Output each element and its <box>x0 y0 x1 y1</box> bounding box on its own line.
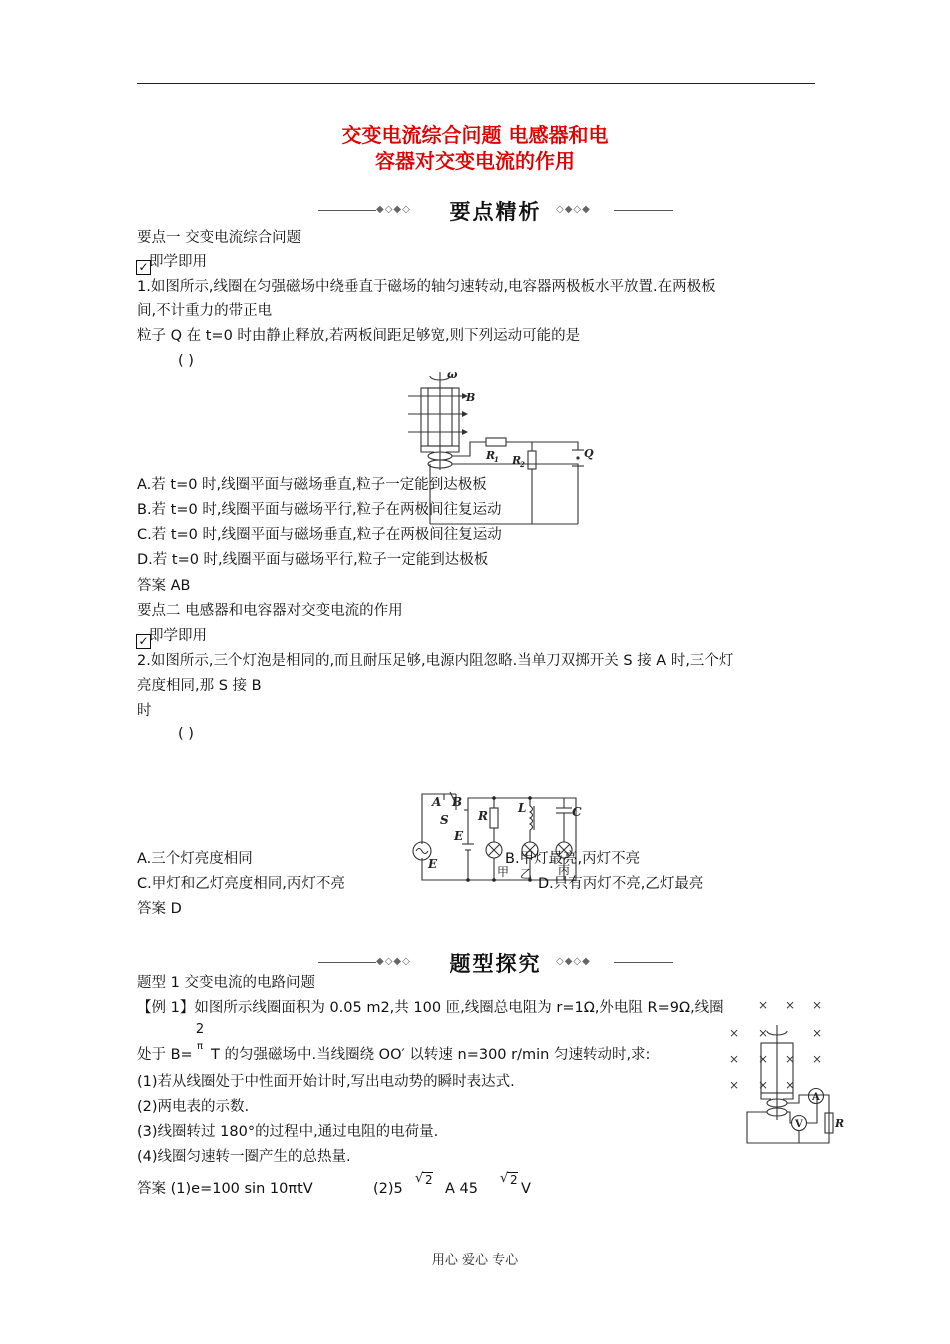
sqrt-1-radicand: 2 <box>425 1173 433 1187</box>
section-banner-2: ◆◇◆◇ 题型探究 ◇◆◇◆ <box>318 948 673 978</box>
q2-paren: ( ) <box>178 726 194 742</box>
q2-option-c: C.甲灯和乙灯亮度相同,丙灯不亮 <box>137 876 345 892</box>
cross-mark: × <box>758 1026 769 1040</box>
q2-option-b: B.甲灯最亮,丙灯不亮 <box>505 851 641 867</box>
example-item-3: (3)线圈转过 180°的过程中,通过电阻的电荷量. <box>137 1124 439 1140</box>
lamp-jia-label: 甲 <box>497 865 510 879</box>
example-answer-part1: 答案 (1)e=100 sin 10πtV <box>137 1181 313 1197</box>
cross-mark: × <box>812 998 823 1012</box>
checkbox-icon: ✓ <box>136 634 151 649</box>
cross-mark: × <box>729 1078 740 1092</box>
r2-label: R <box>512 454 522 467</box>
banner-2-label: 题型探究 <box>449 952 542 976</box>
r2-subscript: 2 <box>520 460 525 469</box>
lamp-bing-label: 丙 <box>558 863 571 877</box>
cross-mark: × <box>812 1026 823 1040</box>
voltmeter-v-label: V <box>795 1119 803 1130</box>
sqrt-1 <box>422 1172 433 1187</box>
cross-mark: × <box>758 1078 769 1092</box>
example-answer-part2c: V <box>521 1181 531 1197</box>
cross-mark: × <box>785 1052 796 1066</box>
q2-line1: 2.如图所示,三个灯泡是相同的,而且耐压足够,电源内阻忽略.当单刀双掷开关 S 接 A 时,三个灯 <box>137 653 734 669</box>
charge-q-label: Q <box>584 447 594 460</box>
section1-tag: 即学即用 <box>149 254 207 270</box>
cross-mark: × <box>785 1078 796 1092</box>
section2-heading: 要点二 电感器和电容器对交变电流的作用 <box>137 603 403 619</box>
cross-mark: × <box>785 998 796 1012</box>
q1-paren: ( ) <box>178 353 194 369</box>
example-line1: 【例 1】如图所示线圈面积为 0.05 m2,共 100 匝,线圈总电阻为 r=1Ω,外电阻 R=9Ω,线圈 <box>137 1000 724 1016</box>
page-title-line2: 容器对交变电流的作用 <box>375 149 575 173</box>
inductor-l-label: L <box>518 801 527 815</box>
banner-1-label: 要点精析 <box>449 200 542 224</box>
switch-b-label: B <box>452 795 463 809</box>
sqrt-2-icon: √ <box>500 1171 509 1186</box>
sqrt-1-icon: √ <box>415 1171 424 1186</box>
section1-heading: 要点一 交变电流综合问题 <box>137 230 302 246</box>
q1-line2: 间,不计重力的带正电 <box>137 303 273 319</box>
checkbox-icon: ✓ <box>136 260 151 275</box>
example-item-4: (4)线圈匀速转一圈产生的总热量. <box>137 1149 351 1165</box>
section-banner-1: ◆◇◆◇ 要点精析 ◇◆◇◆ <box>318 196 673 226</box>
cross-mark: × <box>812 1052 823 1066</box>
example-item-1: (1)若从线圈处于中性面开始计时,写出电动势的瞬时表达式. <box>137 1074 515 1090</box>
lamp-yi-label: 乙 <box>520 867 533 881</box>
q1-option-b: B.若 t=0 时,线圈平面与磁场平行,粒子在两极间往复运动 <box>137 502 502 518</box>
q1-option-a: A.若 t=0 时,线圈平面与磁场垂直,粒子一定能到达极板 <box>137 477 487 493</box>
example-answer-part2b: A 45 <box>445 1181 478 1197</box>
ac-e-label: E <box>428 857 438 871</box>
ammeter-a-label: A <box>812 1092 820 1103</box>
q2-option-a: A.三个灯亮度相同 <box>137 851 253 867</box>
q2-answer: 答案 D <box>137 901 182 917</box>
cross-mark: × <box>729 1026 740 1040</box>
q2-option-d: D.只有丙灯不亮,乙灯最亮 <box>538 876 704 892</box>
top-rule <box>137 83 815 84</box>
q1-option-c: C.若 t=0 时,线圈平面与磁场垂直,粒子在两极间往复运动 <box>137 527 502 543</box>
sqrt-2-radicand: 2 <box>510 1173 518 1187</box>
q2-line2: 亮度相同,那 S 接 B <box>137 678 262 694</box>
fraction <box>194 1022 206 1055</box>
page-footer: 用心 爱心 专心 <box>431 1253 519 1268</box>
example-line2-prefix: 处于 B= <box>137 1047 193 1063</box>
dc-e-label: E <box>454 829 464 843</box>
section3-heading: 题型 1 交变电流的电路问题 <box>137 975 315 991</box>
fraction-numerator: 2 <box>195 1022 205 1037</box>
q1-answer: 答案 AB <box>137 578 191 594</box>
fraction-denominator: π <box>194 1038 206 1055</box>
q1-line1: 1.如图所示,线圈在匀强磁场中绕垂直于磁场的轴匀速转动,电容器两极板水平放置.在两极板 <box>137 279 716 295</box>
cross-mark: × <box>729 1052 740 1066</box>
cross-mark: × <box>758 1052 769 1066</box>
coil-meters-figure <box>725 995 855 1147</box>
capacitor-c-label: C <box>572 805 582 819</box>
r1-subscript: 1 <box>494 455 499 464</box>
cross-mark: × <box>758 998 769 1012</box>
omega-label: ω <box>447 368 458 381</box>
switch-s-label: S <box>440 813 449 827</box>
field-b-label: B <box>466 391 476 404</box>
page-title-line1: 交变电流综合问题 电感器和电 <box>341 123 609 147</box>
r1-label: R <box>486 449 496 462</box>
switch-a-label: A <box>432 795 442 809</box>
section2-tag: 即学即用 <box>149 628 207 644</box>
sqrt-2 <box>507 1172 518 1187</box>
resistor-r-label: R <box>478 809 488 823</box>
example-answer-part2a: (2)5 <box>373 1181 403 1197</box>
example-line2-suffix: T 的匀强磁场中.当线圈绕 OO′ 以转速 n=300 r/min 匀速转动时,求: <box>211 1047 651 1063</box>
q1-line3: 粒子 Q 在 t=0 时由静止释放,若两板间距足够宽,则下列运动可能的是 <box>137 328 581 344</box>
resistor-r-label: R <box>835 1117 845 1130</box>
q1-option-d: D.若 t=0 时,线圈平面与磁场平行,粒子一定能到达极板 <box>137 552 489 568</box>
example-item-2: (2)两电表的示数. <box>137 1099 250 1115</box>
q2-line3: 时 <box>137 703 152 719</box>
